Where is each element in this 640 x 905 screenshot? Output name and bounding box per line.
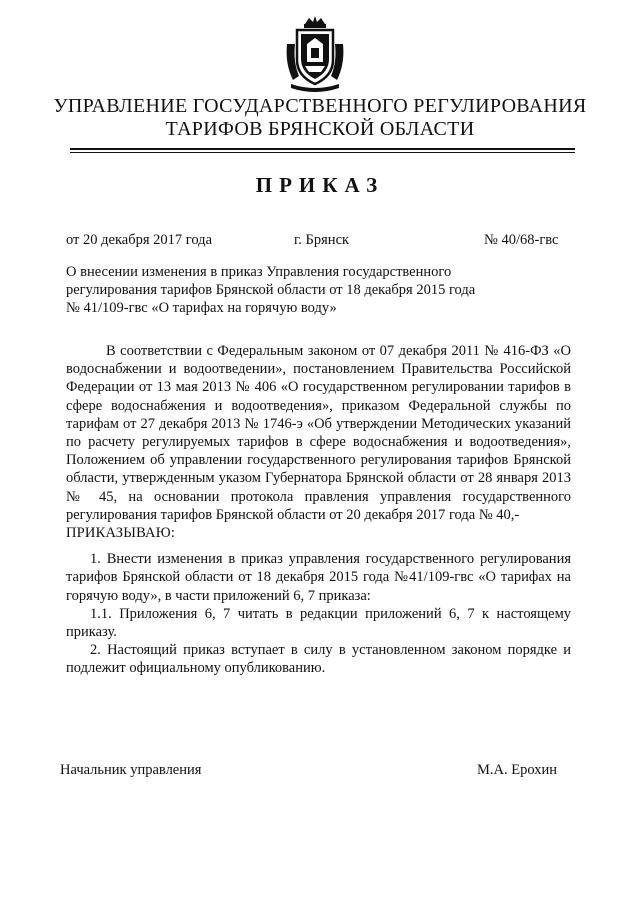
document-date: от 20 декабря 2017 года [66,232,212,248]
organization-name-line2: ТАРИФОВ БРЯНСКОЙ ОБЛАСТИ [165,118,475,140]
document-type-title: ПРИКАЗ [255,173,385,197]
subject-line3: № 41/109-гвс «О тарифах на горячую воду» [66,300,337,316]
preamble-paragraph: В соответствии с Федеральным законом от 07 декабря 2011 № 416-ФЗ «О водоснабжении и водоотведении», постановлением Правительства Российской Федерации от 13 мая 2013 № 406 «О государственном регулировании тарифов в сфере водоснабжения и водоотведения», приказом Федеральной службы по тарифам от 27 декабря 2013 № 1746-э «Об утверждении Методических указаний по расчету регулируемых тарифов в сфере водоснабжения и водоотведения», Положением об управлении государственного регулирования тарифов Брянской области, утвержденным указом Губернатора Брянской области от 28 января 2013 № 45, на основании протокола правления управления государственного регулирования тарифов Брянской области от 20 декабря 2017 года № 40,- [66,343,571,523]
document-body [66,342,571,678]
coat-of-arms-icon [283,14,347,94]
header-rule-thick [70,148,575,150]
order-item-2: 2. Настоящий приказ вступает в силу в установленном законом порядке и подлежит официальному опубликованию. [66,642,571,677]
organization-name-line1: УПРАВЛЕНИЕ ГОСУДАРСТВЕННОГО РЕГУЛИРОВАНИЯ [53,95,587,117]
order-word: ПРИКАЗЫВАЮ: [66,525,176,542]
signatory-name: М.А. Ерохин [477,762,558,778]
order-item-1-1: 1.1. Приложения 6, 7 читать в редакции приложений 6, 7 к настоящему приказу. [66,605,571,641]
order-item-1: 1. Внести изменения в приказ управления государственного регулирования тарифов Брянской области от 18 декабря 2015 года №41/109-гвс «О тарифах на горячую воду», в части приложений 6, 7 приказа: [66,551,571,604]
document-subject [66,263,536,317]
signatory-position: Начальник управления [60,762,202,778]
header-rule-thin [70,152,575,153]
subject-line1: О внесении изменения в приказ Управления государственного [66,264,452,280]
subject-line2: регулирования тарифов Брянской области от 18 декабря 2015 года [66,282,476,298]
document-city: г. Брянск [294,232,350,248]
organization-name [0,95,640,141]
document-number: № 40/68-гвс [484,232,559,248]
